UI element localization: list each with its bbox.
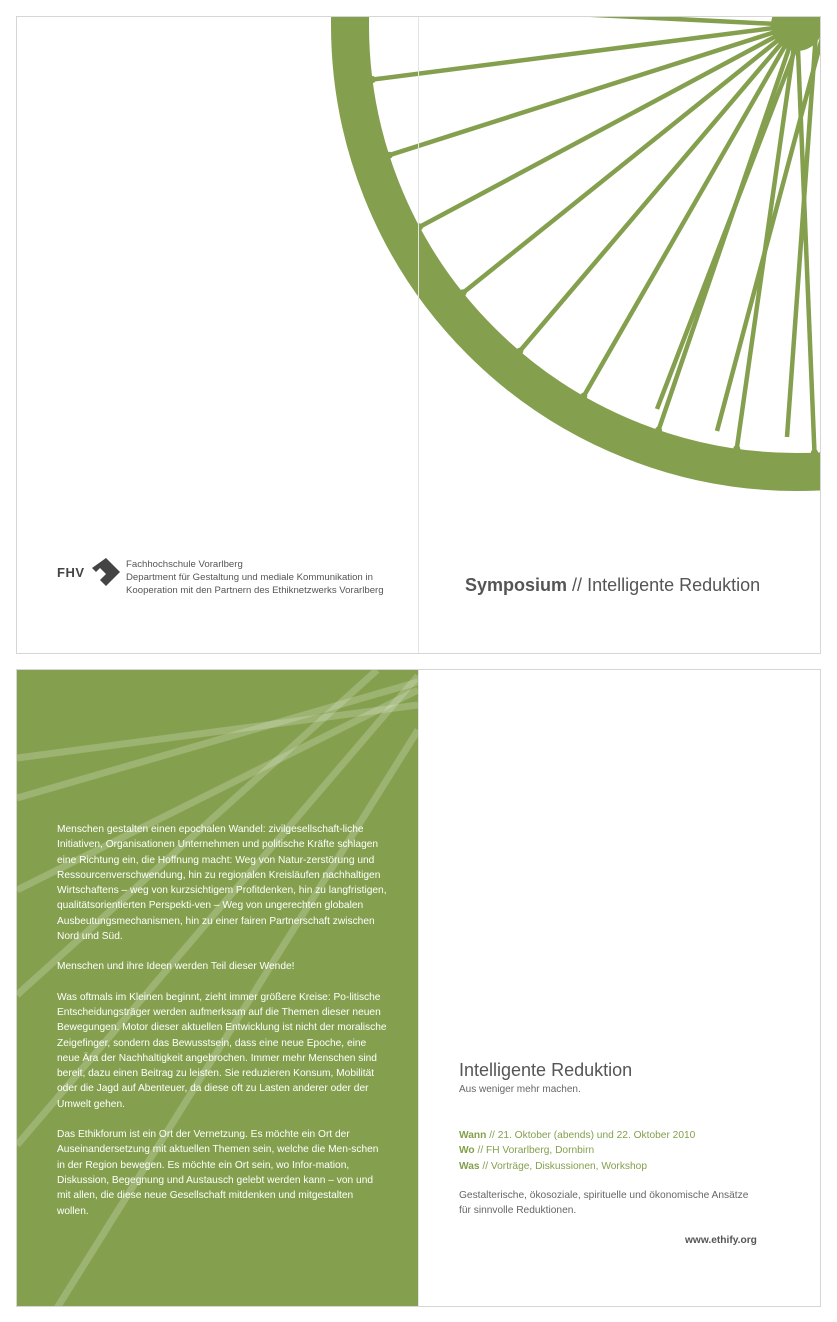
website-link[interactable]: www.ethify.org [685,1235,757,1246]
inside-sheet [16,669,821,1307]
fold-line [418,670,419,1306]
what-value: // Vorträge, Diskussionen, Workshop [482,1160,648,1172]
when-value: // 21. Oktober (abends) und 22. Oktober 2010 [489,1130,696,1141]
body-paragraph: Menschen und ihre Ideen werden Teil dieser Wende! [57,961,295,973]
body-paragraph: Was oftmals im Kleinen beginnt, zieht immer größere Kreise: Po-litische Entscheidungsträger werden aufmerksam auf die Themen dieser neuen Bewegungen. Motor dieser aktuellen Entwicklung ist nicht der moralische Zeigefinger, sondern das Bewusstsein, dass eine neue Epoche, eine neue Ära der Nachhaltigkeit angebrochen. Immer mehr Menschen sind bereit, dazu einen Beitrag zu leisten. Sie reduzieren Konsum, Mobilität oder die Jagd auf Abenteuer, da diese oft zu Lasten anderer oder der Umwelt gehen. [57,991,387,1110]
cover-title-rest: Intelligente Reduktion [587,575,761,595]
cover-sheet [16,16,821,654]
fhv-logo-icon [91,557,121,587]
institution-line: Kooperation mit den Partnern des Ethiknetzwerks Vorarlberg [126,585,384,596]
cover-title-separator: // [572,575,583,595]
what-row [459,1159,695,1174]
institution-text [126,558,384,597]
event-title: Intelligente Reduktion [459,1060,633,1080]
fold-line [418,17,419,653]
event-subtitle: Aus weniger mehr machen. [459,1084,581,1095]
green-panel [17,670,418,1306]
where-value: // FH Vorarlberg, Dornbirn [477,1145,595,1157]
approach-text [459,1188,789,1219]
body-copy [57,822,387,1234]
institution-line: Fachhochschule Vorarlberg [126,559,243,570]
approach-line: für sinnvolle Reduktionen. [459,1205,577,1217]
approach-line: Gestalterische, ökosoziale, spirituelle und ökonomische Ansätze [459,1190,749,1201]
fhv-logo [57,557,121,587]
cover-title-bold: Symposium [465,575,568,595]
where-row [459,1143,695,1158]
what-label: Was [459,1160,480,1172]
event-details [459,1128,695,1174]
body-paragraph: Das Ethikforum ist ein Ort der Vernetzung. Es möchte ein Ort der Auseinandersetzung mit aktuellen Themen sein, welche die Men-schen in der Region bewegen. Es möchte ein Ort sein, wo Infor-mation, Diskussion, Begegnung und Austausch gelebt werden kann – von und mit allen, die diese neue Gesellschaft mitdenken und mitgestalten wollen. [57,1129,379,1217]
body-paragraph: Menschen gestalten einen epochalen Wandel: zivilgesellschaft-liche Initiativen, Organisationen Unternehmen und politische Kräfte schlagen eine Richtung ein, die Hoffnung macht: Weg von Natur-zerstörung und Ressourcenverschwendung, hin zu regionalen Kreisläufen nachhaltigen Wirtschaftens – weg von kurzsichtigem Profitdenken, hin zu langfristigen, qualitätsorientierten Perspekti-ven – Weg von ungerechten globalen Ausbeutungsmechanismen, hin zu einer fairen Partnerschaft zwischen Nord und Süd. [57,824,387,943]
when-label: Wann [459,1130,487,1141]
where-label: Wo [459,1145,475,1157]
logo-text: FHV [57,564,85,580]
when-row [459,1128,695,1143]
cover-title [465,575,760,596]
institution-line: Department für Gestaltung und mediale Kommunikation in [126,572,373,583]
